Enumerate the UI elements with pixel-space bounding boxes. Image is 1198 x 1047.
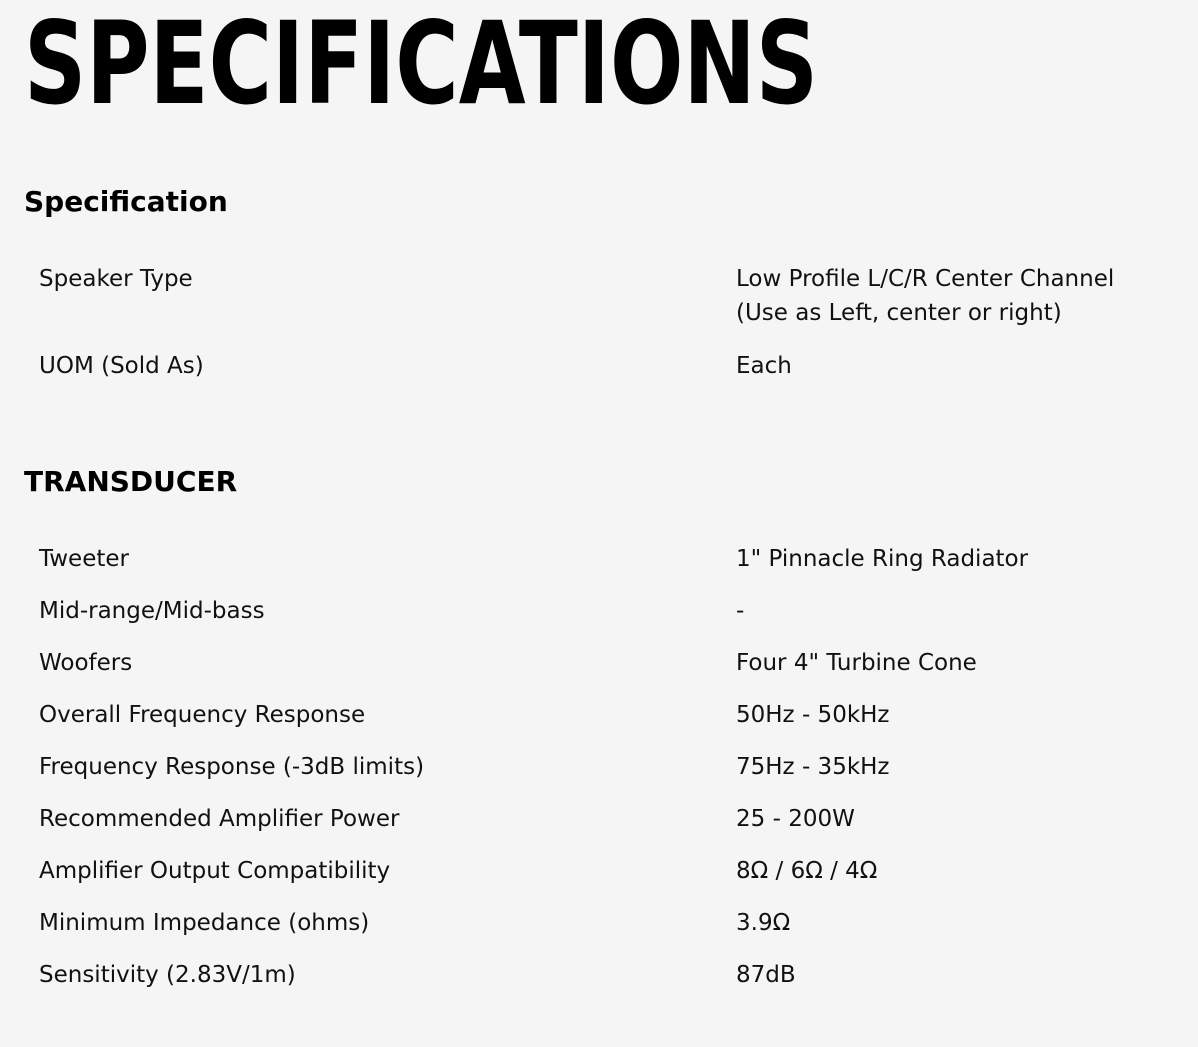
spec-value: Four 4" Turbine Cone (736, 650, 977, 676)
spec-label: Overall Frequency Response (39, 702, 366, 728)
specification-table (39, 262, 1159, 399)
spec-value: 1" Pinnacle Ring Radiator (736, 546, 1029, 572)
table-row (39, 542, 1159, 594)
spec-label: Recommended Amplifier Power (39, 806, 400, 832)
spec-value: 25 - 200W (736, 806, 855, 832)
table-row (39, 262, 1159, 349)
spec-value: 75Hz - 35kHz (736, 754, 890, 780)
table-row (39, 854, 1159, 906)
transducer-table (39, 542, 1159, 1010)
spec-label: Speaker Type (39, 266, 193, 292)
spec-label: Amplifier Output Compatibility (39, 858, 391, 884)
table-row (39, 594, 1159, 646)
table-row (39, 750, 1159, 802)
spec-value: - (736, 598, 745, 624)
section-title-specification: Specification (24, 185, 228, 218)
spec-label: Woofers (39, 650, 133, 676)
table-row (39, 958, 1159, 1010)
table-row (39, 646, 1159, 698)
spec-label: Mid-range/Mid-bass (39, 598, 265, 624)
spec-value: 3.9Ω (736, 910, 791, 936)
table-row (39, 349, 1159, 399)
table-row (39, 698, 1159, 750)
spec-value-text: Low Profile L/C/R Center Channel (Use as Left, center or right) (736, 266, 1115, 326)
spec-label: UOM (Sold As) (39, 353, 204, 379)
spec-value: Each (736, 353, 792, 379)
page-title: SPECIFICATIONS (24, 0, 818, 131)
spec-label: Sensitivity (2.83V/1m) (39, 962, 296, 988)
spec-value: 87dB (736, 962, 796, 988)
table-row (39, 802, 1159, 854)
table-row (39, 906, 1159, 958)
section-title-transducer: TRANSDUCER (24, 465, 238, 498)
spec-value (736, 262, 1159, 349)
spec-label: Frequency Response (-3dB limits) (39, 754, 425, 780)
spec-value: 8Ω / 6Ω / 4Ω (736, 858, 878, 884)
spec-value: 50Hz - 50kHz (736, 702, 890, 728)
spec-label: Minimum Impedance (ohms) (39, 910, 370, 936)
spec-label: Tweeter (39, 546, 129, 572)
